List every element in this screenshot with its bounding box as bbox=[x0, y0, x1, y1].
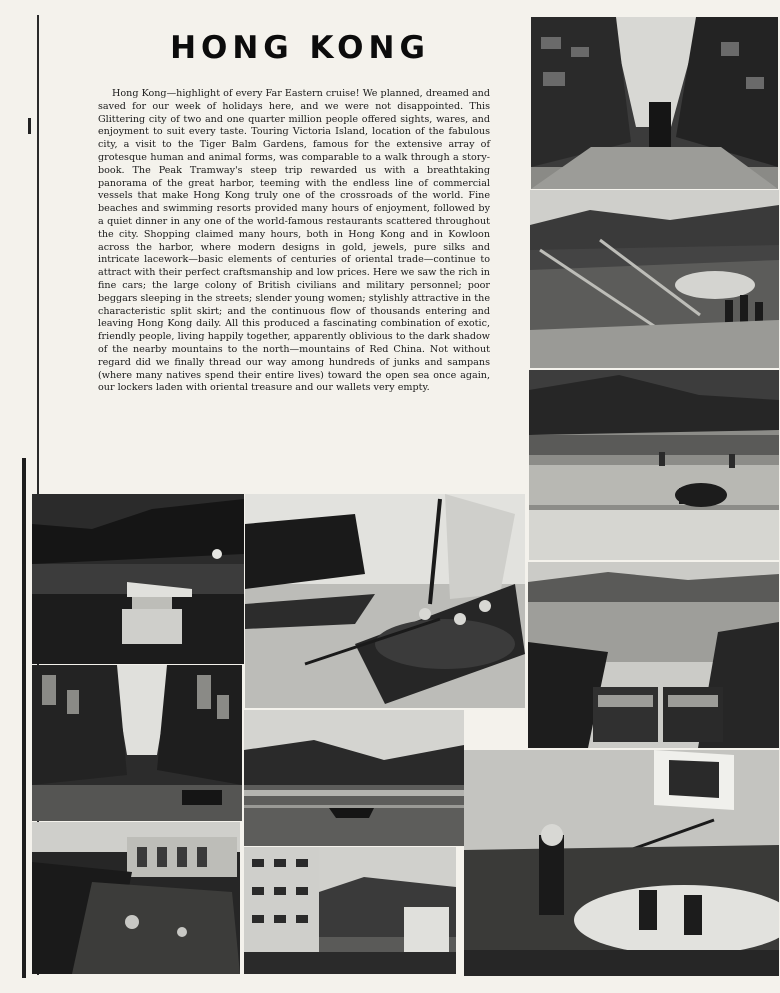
photo-rice-paddies bbox=[529, 370, 779, 560]
binding-tick bbox=[28, 118, 31, 134]
binding-tick bbox=[22, 458, 26, 978]
photo-junk-boats bbox=[245, 494, 525, 708]
photo-street-shops bbox=[32, 665, 242, 821]
photo-tiger-balm bbox=[32, 822, 240, 974]
photo-sunset-harbor bbox=[244, 710, 464, 846]
photo-construction-site bbox=[530, 190, 779, 368]
photo-street-tram bbox=[531, 17, 778, 189]
photo-harbor-night bbox=[32, 494, 244, 664]
page-title: HONG KONG bbox=[170, 30, 430, 66]
photo-dock-workers bbox=[464, 750, 779, 976]
photo-city-buildings bbox=[244, 847, 456, 974]
article-body: Hong Kong—highlight of every Far Eastern cruise! We planned, dreamed and saved for our week of holidays here, and we were not disappointed. This Glittering city of two and one quarter million people offered sights, wares, and enjoyment to suit every taste. Touring Victoria Island, location of the fabulous city, a visit to the Tiger Balm Gardens, famous for the extensive array of grotesque human and animal forms, was comparable to a walk through a story-book. The Peak Tramway's steep trip rewarded us with a breathtaking panorama of the great harbor, teeming with the endless line of commercial vessels that make Hong Kong truly one of the crossroads of the world. Fine beaches and swimming resorts provided many hours of enjoyment, followed by a quiet dinner in any one of the world-famous restaurants scattered throughout the city. Shopping claimed many hours, both in Hong Kong and in Kowloon across the harbor, where modern designs in gold, jewels, pure silks and intricate lacework—basic elements of centuries of oriental trade—continue to attract with their perfect craftsmanship and low prices. Here we saw the rich in fine cars; the large colony of British civilians and military personnel; poor beggars sleeping in the streets; slender young women; stylishly attractive in the characteristic split skirt; and the continuous flow of thousands entering and leaving Hong Kong daily. All this produced a fascinating combination of exotic, friendly people, living happily together, apparently oblivious to the dark shadow of the nearby mountains to the north—mountains of Red China. Not without regard did we finally thread our way among hundreds of junks and sampans (where many natives spend their entire lives) toward the open sea once again, our lockers laden with oriental treasure and our wallets very empty. bbox=[98, 88, 490, 394]
photo-valley-buses bbox=[528, 562, 779, 748]
